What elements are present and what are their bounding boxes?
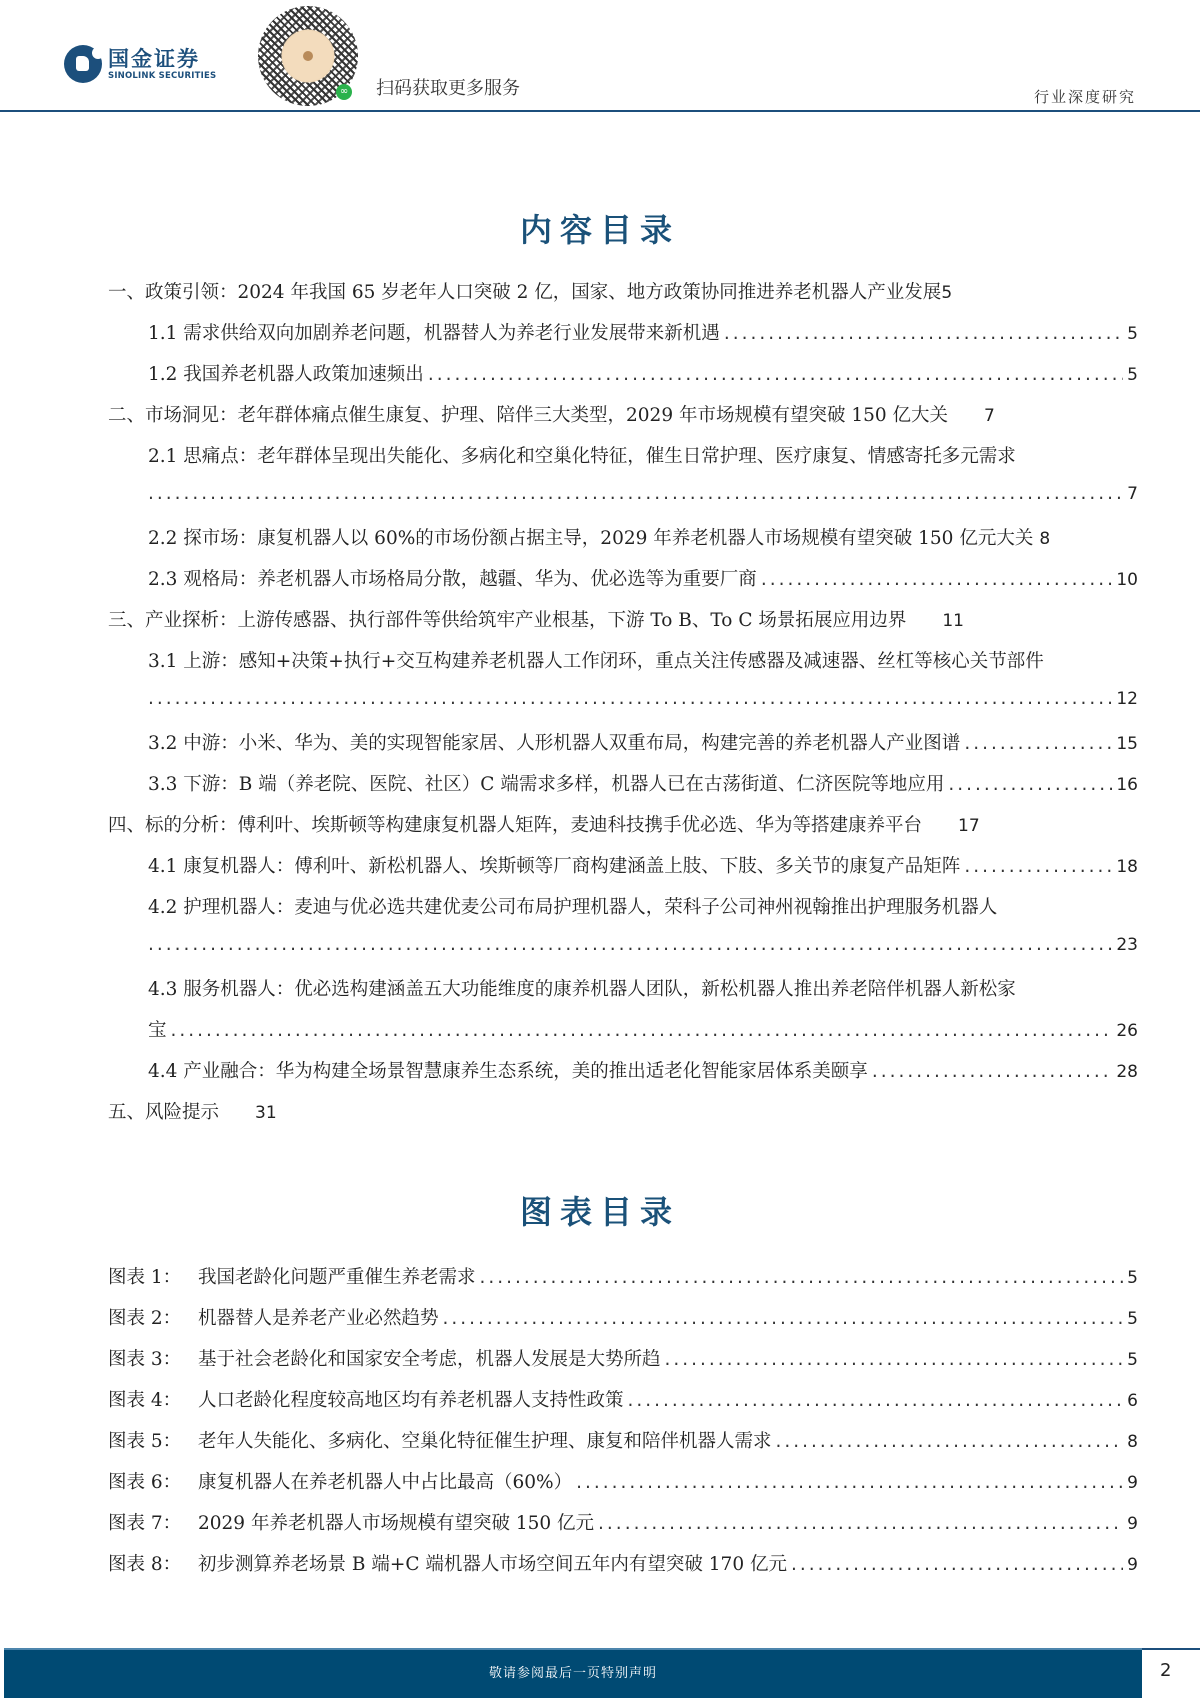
toc-entry-page: 8	[1039, 529, 1051, 549]
figures-title: 图表目录	[519, 1193, 680, 1231]
toc-entry-label: 四、标的分析：傅利叶、埃斯顿等构建康复机器人矩阵，麦迪科技携手优必选、华为等搭建康养平台	[108, 815, 923, 836]
toc-entry[interactable]	[108, 401, 1138, 431]
toc-entry[interactable]	[148, 319, 1138, 349]
sinolink-logo-icon	[64, 45, 102, 83]
toc-title: 内容目录	[519, 211, 680, 249]
figure-number: 图表 6：	[108, 1472, 182, 1493]
report-type-label: 行业深度研究	[1033, 88, 1136, 106]
figure-number: 图表 4：	[108, 1390, 182, 1411]
figure-title: 初步测算养老场景 B 端+C 端机器人市场空间五年内有望突破 170 亿元	[198, 1554, 787, 1575]
page-number: 2	[1160, 1660, 1172, 1681]
toc-entry-label: 二、市场洞见：老年群体痛点催生康复、护理、陪伴三大类型，2029 年市场规模有望突破 150 亿大关	[108, 405, 949, 426]
figure-page: 9	[1127, 1473, 1138, 1493]
toc-entry-page: 7	[984, 406, 995, 426]
logo-en: SINOLINK SECURITIES	[108, 70, 217, 81]
toc-entry-label: 一、政策引领：2024 年我国 65 岁老年人口突破 2 亿，国家、地方政策协同推进养老机器人产业发展	[108, 282, 942, 303]
page-header	[0, 0, 1200, 112]
logo-text	[108, 47, 216, 82]
figure-number: 图表 7：	[108, 1513, 182, 1534]
toc-entry-page: 17	[958, 816, 980, 836]
toc-leader-dots	[964, 733, 1112, 754]
toc-leader-dots	[948, 774, 1112, 795]
figure-page: 9	[1127, 1555, 1138, 1575]
toc-entry-page: 11	[942, 611, 964, 631]
toc-leader-dots	[148, 688, 1112, 709]
toc-entry-page: 26	[1116, 1021, 1138, 1041]
toc-entry-continuation[interactable]	[148, 688, 1138, 718]
toc-entry-page: 5	[941, 283, 953, 303]
toc-leader-dots	[724, 323, 1123, 344]
figure-title: 基于社会老龄化和国家安全考虑，机器人发展是大势所趋	[198, 1349, 661, 1370]
toc-leader-dots	[761, 569, 1113, 590]
figure-number: 图表 8：	[108, 1554, 182, 1575]
toc-leader-dots	[628, 1390, 1124, 1411]
toc-entry-label: 五、风险提示	[108, 1102, 220, 1123]
toc-entry-page: 5	[1127, 365, 1138, 385]
toc-entry-label: 2.2 探市场：康复机器人以 60%的市场份额占据主导，2029 年养老机器人市场规模有望突破 150 亿元大关	[148, 528, 1034, 549]
figure-page: 6	[1127, 1391, 1138, 1411]
toc-entry-label: 3.1 上游：感知+决策+执行+交互构建养老机器人工作闭环，重点关注传感器及减速器、丝杠等核心关节部件	[148, 651, 1044, 672]
footer-divider	[1142, 1648, 1200, 1650]
toc-leader-dots	[791, 1554, 1123, 1575]
toc-entry[interactable]	[148, 647, 1138, 677]
scan-for-services-text: 扫码获取更多服务	[376, 78, 520, 99]
sinolink-logo	[64, 45, 216, 83]
toc-entry-page: 18	[1116, 857, 1138, 877]
toc-entry[interactable]	[148, 1057, 1138, 1087]
toc-entry-label: 宝	[148, 1020, 167, 1041]
toc-entry-label: 4.2 护理机器人：麦迪与优必选共建优麦公司布局护理机器人，荣科子公司神州视翰推出护理服务机器人	[148, 897, 998, 918]
figure-number: 图表 5：	[108, 1431, 182, 1452]
figure-number: 图表 3：	[108, 1349, 182, 1370]
figure-entry[interactable]	[108, 1468, 1138, 1498]
toc-entry[interactable]	[148, 893, 1138, 923]
toc-entry[interactable]	[108, 1098, 1138, 1128]
toc-entry[interactable]	[148, 975, 1138, 1005]
toc-leader-dots	[598, 1513, 1123, 1534]
toc-entry[interactable]	[108, 811, 1138, 841]
figure-page: 8	[1127, 1432, 1138, 1452]
figure-title: 我国老龄化问题严重催生养老需求	[198, 1267, 476, 1288]
toc-entry-label: 4.3 服务机器人：优必选构建涵盖五大功能维度的康养机器人团队，新松机器人推出养老陪伴机器人新松家	[148, 979, 1016, 1000]
qr-center-logo-icon	[303, 51, 313, 61]
toc-entry-page: 12	[1116, 689, 1138, 709]
toc-entry-continuation[interactable]	[148, 483, 1138, 513]
figure-title: 老年人失能化、多病化、空巢化特征催生护理、康复和陪伴机器人需求	[198, 1431, 772, 1452]
toc-entry-page: 31	[255, 1103, 277, 1123]
toc-leader-dots	[428, 364, 1123, 385]
toc-entry[interactable]	[148, 729, 1138, 759]
toc-entry-label: 2.3 观格局：养老机器人市场格局分散，越疆、华为、优必选等为重要厂商	[148, 569, 757, 590]
figure-entry[interactable]	[108, 1550, 1138, 1580]
toc-entry-continuation[interactable]	[148, 934, 1138, 964]
figure-title: 2029 年养老机器人市场规模有望突破 150 亿元	[198, 1513, 595, 1534]
toc-leader-dots	[480, 1267, 1124, 1288]
toc-leader-dots	[443, 1308, 1124, 1329]
toc-entry[interactable]	[148, 524, 1138, 554]
toc-entry-page: 7	[1127, 484, 1138, 504]
toc-leader-dots	[148, 934, 1112, 955]
toc-entry-page: 10	[1116, 570, 1138, 590]
toc-entry-label: 4.4 产业融合：华为构建全场景智慧康养生态系统，美的推出适老化智能家居体系美颐享	[148, 1061, 868, 1082]
toc-entry[interactable]	[148, 852, 1138, 882]
toc-entry[interactable]	[148, 565, 1138, 595]
toc-entry[interactable]	[148, 360, 1138, 390]
wechat-mini-program-icon: ∞	[336, 84, 352, 100]
figure-entry[interactable]	[108, 1509, 1138, 1539]
toc-entry[interactable]	[148, 770, 1138, 800]
figure-page: 5	[1127, 1268, 1138, 1288]
toc-leader-dots	[776, 1431, 1124, 1452]
toc-entry-label: 1.1 需求供给双向加剧养老问题，机器替人为养老行业发展带来新机遇	[148, 323, 720, 344]
toc-entry-continuation[interactable]	[148, 1016, 1138, 1046]
toc-leader-dots	[872, 1061, 1113, 1082]
figure-title: 康复机器人在养老机器人中占比最高（60%）	[198, 1472, 573, 1493]
qr-code-icon[interactable]	[258, 6, 358, 106]
qr-center-badge	[283, 31, 333, 81]
figure-entry[interactable]	[108, 1386, 1138, 1416]
figure-number: 图表 2：	[108, 1308, 182, 1329]
toc-entry-page: 16	[1116, 775, 1138, 795]
logo-cn: 国金证券	[108, 46, 200, 71]
figure-entry[interactable]	[108, 1345, 1138, 1375]
footer-disclaimer-bar: 敬请参阅最后一页特别声明	[4, 1648, 1142, 1698]
toc-leader-dots	[148, 483, 1123, 504]
toc-entry-page: 28	[1116, 1062, 1138, 1082]
figure-entry[interactable]	[108, 1304, 1138, 1334]
toc-entry-label: 1.2 我国养老机器人政策加速频出	[148, 364, 424, 385]
toc-leader-dots	[665, 1349, 1124, 1370]
figure-title: 机器替人是养老产业必然趋势	[198, 1308, 439, 1329]
toc-entry[interactable]	[108, 278, 1138, 308]
toc-entry-page: 23	[1116, 935, 1138, 955]
figure-number: 图表 1：	[108, 1267, 182, 1288]
toc-entry-label: 3.2 中游：小米、华为、美的实现智能家居、人形机器人双重布局，构建完善的养老机器人产业图谱	[148, 733, 961, 754]
header-divider	[0, 110, 1200, 112]
figure-page: 9	[1127, 1514, 1138, 1534]
toc-entry-label: 2.1 思痛点：老年群体呈现出失能化、多病化和空巢化特征，催生日常护理、医疗康复、情感寄托多元需求	[148, 446, 1016, 467]
toc-entry-page: 5	[1127, 324, 1138, 344]
toc-entry[interactable]	[148, 442, 1138, 472]
toc-entry[interactable]	[108, 606, 1138, 636]
figure-entry[interactable]	[108, 1263, 1138, 1293]
toc-leader-dots	[171, 1020, 1113, 1041]
toc-entry-label: 三、产业探析：上游传感器、执行部件等供给筑牢产业根基，下游 To B、To C 场景拓展应用边界	[108, 610, 907, 631]
figure-entry[interactable]	[108, 1427, 1138, 1457]
figure-title: 人口老龄化程度较高地区均有养老机器人支持性政策	[198, 1390, 624, 1411]
toc-entry-page: 15	[1116, 734, 1138, 754]
toc-leader-dots	[576, 1472, 1123, 1493]
figure-page: 5	[1127, 1309, 1138, 1329]
toc-entry-label: 3.3 下游：B 端（养老院、医院、社区）C 端需求多样，机器人已在古荡街道、仁济医院等地应用	[148, 774, 945, 795]
toc-leader-dots	[964, 856, 1112, 877]
toc-entry-label: 4.1 康复机器人：傅利叶、新松机器人、埃斯顿等厂商构建涵盖上肢、下肢、多关节的康复产品矩阵	[148, 856, 961, 877]
figure-page: 5	[1127, 1350, 1138, 1370]
